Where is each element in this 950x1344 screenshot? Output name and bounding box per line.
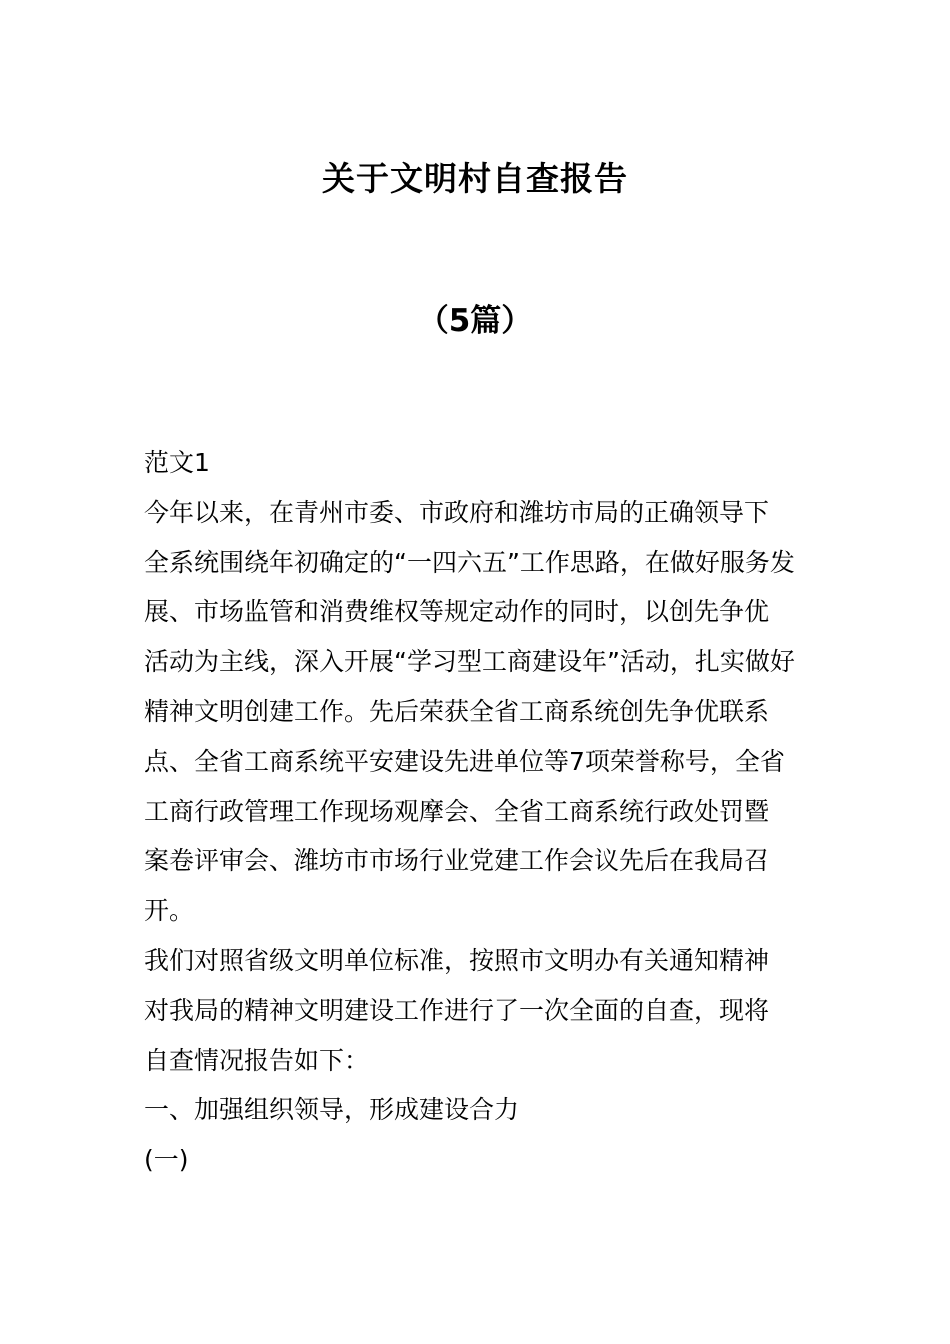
subsection-label: (一) <box>144 1145 189 1175</box>
body-line: 精神文明创建工作。先后荣获全省工商系统创先争优联系 <box>144 696 770 726</box>
body-line: 对我局的精神文明建设工作进行了一次全面的自查，现将 <box>144 995 770 1025</box>
document-body <box>144 438 808 1185</box>
body-line: 工商行政管理工作现场观摩会、全省工商系统行政处罚暨 <box>144 796 770 826</box>
body-line: 今年以来，在青州市委、市政府和潍坊市局的正确领导下 <box>144 497 770 527</box>
body-line: 展、市场监管和消费维权等规定动作的同时，以创先争优 <box>144 597 770 627</box>
body-line: 点、全省工商系统平安建设先进单位等7项荣誉称号，全省 <box>144 746 785 776</box>
body-line: 案卷评审会、潍坊市市场行业党建工作会议先后在我局召 <box>144 846 770 876</box>
body-line: 活动为主线，深入开展“学习型工商建设年”活动，扎实做好 <box>144 647 795 677</box>
section-heading: 一、加强组织领导，形成建设合力 <box>144 1095 520 1125</box>
document-subtitle: （5篇） <box>417 303 533 339</box>
body-line: 全系统围绕年初确定的“一四六五”工作思路，在做好服务发 <box>144 547 795 577</box>
body-line: 自查情况报告如下： <box>144 1045 370 1075</box>
body-line: 开。 <box>144 896 195 926</box>
document-title: 关于文明村自查报告 <box>322 159 628 198</box>
body-line: 我们对照省级文明单位标准，按照市文明办有关通知精神 <box>144 945 770 975</box>
section-label: 范文1 <box>144 448 210 477</box>
